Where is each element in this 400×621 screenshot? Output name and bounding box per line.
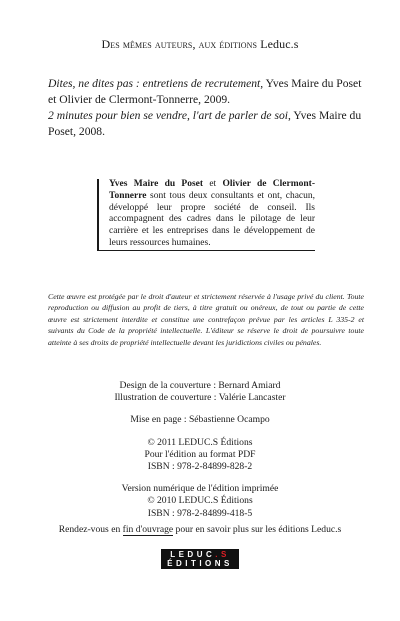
author-name: Yves Maire du Poset [109, 179, 204, 189]
author-name: Olivier de Clermont-Tonnerre [109, 179, 315, 201]
bio-connector: et [203, 179, 223, 189]
footer-before: Rendez-vous en [58, 524, 123, 535]
isbn-print: ISBN : 978-2-84899-418-5 [147, 507, 253, 519]
logo-line2: ÉDITIONS [167, 559, 233, 568]
legal-notice-text: Cette œuvre est protégée par le droit d'auteur et strictement réservée à l'usage privé du client. Toute reproduction ou diffusion au profit de tiers, à titre gratuit ou onéreux, de tout ou partie de cette œuvre est strictement interdite et constitue une contrefaçon prévue par les articles L 335-2 et suivants du Code de la propriété intellectuelle. L'éditeur se réserve le droit de poursuivre toute atteinte à ses droits de propriété intellectuelle devant les juridictions civiles ou pénales. [48, 292, 364, 347]
book-details: , Yves Maire du Poset, 2008. [48, 109, 362, 138]
footer-after: pour en savoir plus sur les éditions Leduc.s [173, 524, 342, 535]
logo-word: LEDUC [170, 549, 216, 559]
book-title: 2 minutes pour bien se vendre, l'art de parler de soi [48, 109, 289, 122]
heading-prefix: Des mêmes auteurs, aux éditions [101, 37, 261, 51]
logo-dot: .S [215, 549, 230, 559]
print-version: Version numérique de l'édition imprimée [121, 483, 279, 495]
publisher-logo [161, 549, 239, 569]
footer-line [0, 524, 400, 535]
isbn-pdf: ISBN : 978-2-84899-828-2 [147, 461, 253, 473]
credits [0, 380, 400, 520]
cover-design-credit: Design de la couverture : Bernard Amiard [119, 380, 281, 391]
bibliography-item [48, 108, 366, 140]
logo-line1 [161, 550, 239, 560]
page-heading [0, 37, 400, 52]
copyright-pdf: © 2011 LEDUC.S Éditions [147, 436, 253, 448]
end-of-book-link[interactable]: fin d'ouvrage [122, 524, 174, 535]
layout-credit: Mise en page : Sébastienne Ocampo [130, 414, 270, 426]
heading-publisher: Leduc.s [260, 37, 299, 51]
cover-illustration-credit: Illustration de couverture : Valérie Lancaster [114, 392, 286, 404]
author-bio [109, 179, 315, 250]
legal-notice [48, 291, 364, 348]
bibliography-item [48, 76, 366, 108]
bibliography [48, 76, 366, 140]
bio-text: sont tous deux consultants et ont, chacun, développé leur propre société de conseil. Ils accompagnent des cadres dans le pilotage de leur carrière et les entreprises dans le développement de leurs ressources humaines. [109, 190, 315, 248]
copyright-print: © 2010 LEDUC.S Éditions [147, 495, 253, 507]
author-bio-box [97, 179, 315, 251]
pdf-edition: Pour l'édition au format PDF [144, 448, 256, 460]
book-title: Dites, ne dites pas : entretiens de recrutement [48, 77, 261, 90]
book-details: , Yves Maire du Poset et Olivier de Clermont-Tonnerre, 2009. [48, 77, 362, 106]
